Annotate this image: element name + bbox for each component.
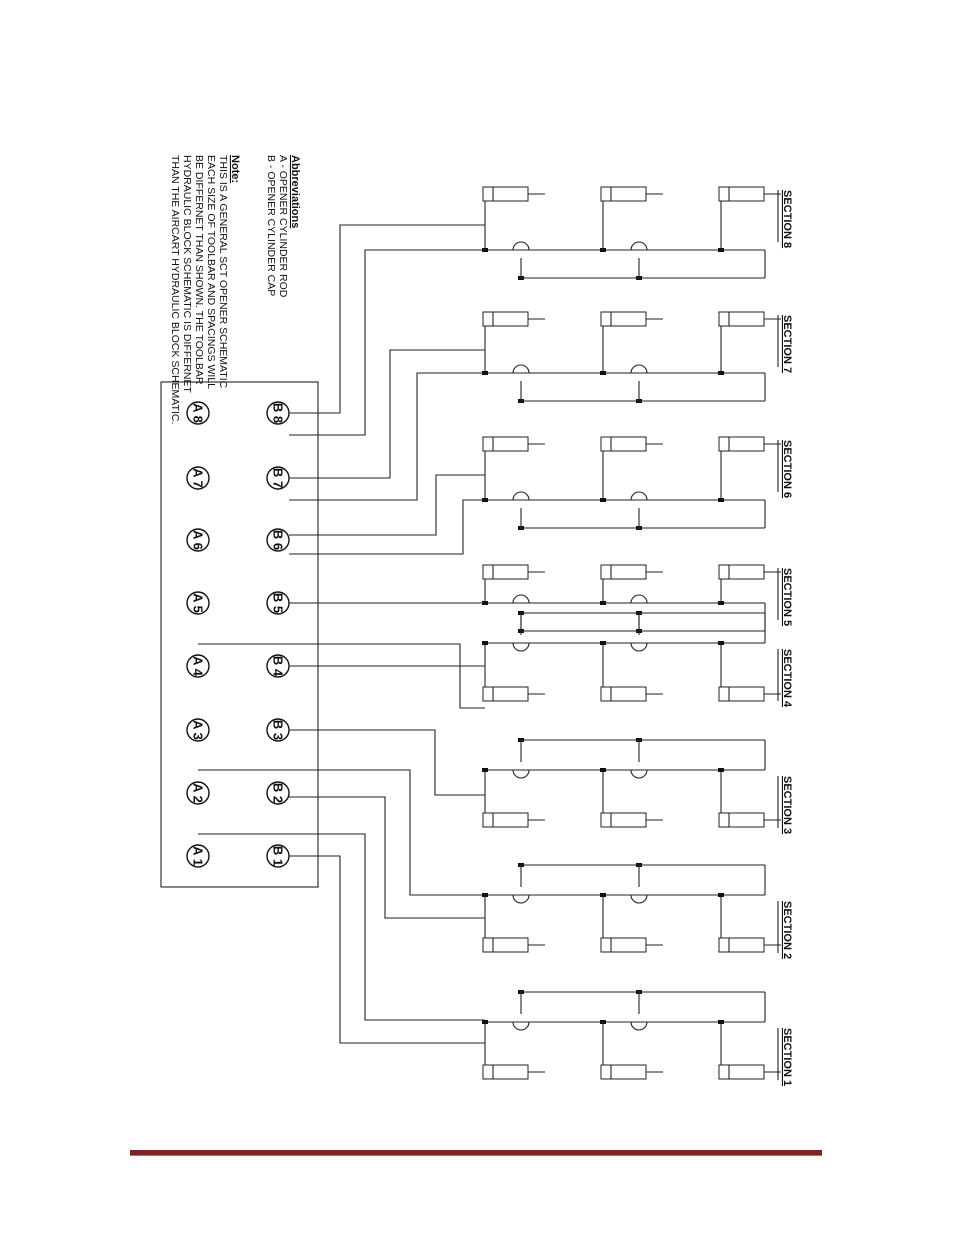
note-line: THIS IS A GENERAL SCT OPENER SCHEMATIC — [217, 155, 229, 389]
port-b-label: B 7 — [270, 467, 286, 489]
port-a — [187, 845, 209, 867]
cylinder-body — [719, 565, 764, 579]
cylinder-body — [483, 565, 528, 579]
crossover-arc — [513, 770, 529, 778]
section-labels — [778, 190, 793, 1086]
port-group — [187, 402, 289, 867]
section-label: SECTION 8 — [781, 190, 793, 249]
port-a-label: A 3 — [190, 720, 206, 740]
junction-dot — [718, 498, 724, 502]
footer-rule — [130, 1150, 822, 1156]
port-a-label: A 8 — [190, 403, 206, 423]
hydraulic-block — [161, 382, 318, 887]
section-label: SECTION 4 — [781, 649, 793, 708]
hose-line — [198, 644, 485, 708]
port-b-label: B 6 — [270, 529, 286, 551]
crossover-arc — [631, 492, 647, 500]
junction-dot — [482, 641, 488, 645]
section-label: SECTION 7 — [781, 315, 793, 374]
crossover-arc — [631, 595, 647, 603]
crossover-arc — [631, 770, 647, 778]
crossover-arc — [631, 242, 647, 250]
junction-dot — [600, 371, 606, 375]
junction-dot — [482, 1020, 488, 1024]
abbreviation-rod: A - OPENER CYLINDER ROD — [277, 155, 289, 298]
crossover-arc — [513, 242, 529, 250]
cylinder-body — [719, 687, 764, 701]
note-line: THAN THE AIRCART HYDRAULIC BLOCK SCHEMATIC. — [169, 155, 181, 425]
junction-dot — [718, 1020, 724, 1024]
cylinder-body — [719, 312, 764, 326]
cylinder-body — [483, 312, 528, 326]
port-a-label: A 1 — [190, 846, 206, 866]
junction-dot — [600, 768, 606, 772]
port-a-label: A 7 — [190, 468, 206, 488]
port-b — [267, 592, 289, 614]
crossover-arc — [631, 643, 647, 651]
cylinder-body — [483, 687, 528, 701]
port-b — [267, 402, 289, 424]
hose-line — [198, 770, 485, 895]
port-b-label: B 8 — [270, 402, 286, 424]
cylinder-body — [483, 1065, 528, 1079]
port-b — [267, 719, 289, 741]
cylinder-body — [601, 1065, 646, 1079]
section-label: SECTION 2 — [781, 901, 793, 960]
port-b — [267, 845, 289, 867]
cylinder-body — [483, 813, 528, 827]
section-label: SECTION 1 — [781, 1028, 793, 1087]
hose-lines — [198, 201, 765, 1065]
hose-line — [198, 834, 485, 1020]
note-line: EACH SIZE OF TOOLBAR AND SPACINGS WILL — [205, 155, 217, 389]
cylinder-body — [719, 1065, 764, 1079]
cylinder-body — [483, 187, 528, 201]
cylinder-body — [601, 187, 646, 201]
junction-dot — [718, 768, 724, 772]
cylinder-body — [483, 938, 528, 952]
crossover-arc — [513, 643, 529, 651]
port-b-label: B 2 — [270, 782, 286, 804]
cylinder-body — [483, 437, 528, 451]
junction-dot — [600, 498, 606, 502]
abbreviations-heading: Abbreviations — [289, 155, 301, 229]
port-a-label: A 5 — [190, 593, 206, 613]
junction-dot — [600, 601, 606, 605]
junction-dot — [718, 601, 724, 605]
section-label: SECTION 6 — [781, 440, 793, 499]
crossover-arc — [513, 595, 529, 603]
port-a-label: A 4 — [190, 656, 206, 676]
cylinder-body — [719, 187, 764, 201]
port-a — [187, 402, 209, 424]
crossover-arc — [631, 1022, 647, 1030]
port-a — [187, 592, 209, 614]
port-b-label: B 5 — [270, 592, 286, 614]
port-b — [267, 655, 289, 677]
port-a — [187, 529, 209, 551]
cylinder-body — [719, 437, 764, 451]
section-label: SECTION 5 — [781, 568, 793, 627]
cylinder-body — [601, 938, 646, 952]
junction-dot — [718, 371, 724, 375]
junction-dot — [718, 641, 724, 645]
port-a-label: A 2 — [190, 783, 206, 803]
port-a — [187, 782, 209, 804]
cylinder-body — [719, 813, 764, 827]
port-a — [187, 719, 209, 741]
notes-block — [169, 155, 301, 424]
junction-dot — [718, 893, 724, 897]
port-b — [267, 529, 289, 551]
port-b-label: B 3 — [270, 719, 286, 741]
cylinder-body — [601, 437, 646, 451]
port-a-label: A 6 — [190, 530, 206, 550]
port-a — [187, 655, 209, 677]
crossover-arc — [631, 895, 647, 903]
cylinder-body — [601, 565, 646, 579]
port-a — [187, 467, 209, 489]
abbreviation-cap: B - OPENER CYLINDER CAP — [265, 155, 277, 297]
junction-dot — [482, 768, 488, 772]
note-line: HYDRAULIC BLOCK SCHEMATIC IS DIFFERNET — [181, 155, 193, 393]
junction-dot — [600, 248, 606, 252]
section-label: SECTION 3 — [781, 776, 793, 835]
port-b-label: B 4 — [270, 655, 286, 677]
crossover-arc — [631, 365, 647, 373]
note-heading: Note: — [229, 155, 241, 184]
crossover-arc — [513, 365, 529, 373]
cylinder-body — [719, 938, 764, 952]
crossover-arc — [513, 492, 529, 500]
cylinder-body — [601, 687, 646, 701]
crossover-arc — [513, 1022, 529, 1030]
cylinder-body — [601, 813, 646, 827]
junction-dot — [600, 893, 606, 897]
cylinder-group — [483, 187, 781, 1079]
junction-dot — [600, 1020, 606, 1024]
cylinder-body — [601, 312, 646, 326]
port-b-label: B 1 — [270, 845, 286, 867]
junction-dot — [718, 248, 724, 252]
port-b — [267, 782, 289, 804]
junction-dot — [600, 641, 606, 645]
crossover-arc — [513, 895, 529, 903]
note-line: BE DIFFERNET THAN SHOWN. THE TOOLBAR — [193, 155, 205, 385]
port-b — [267, 467, 289, 489]
